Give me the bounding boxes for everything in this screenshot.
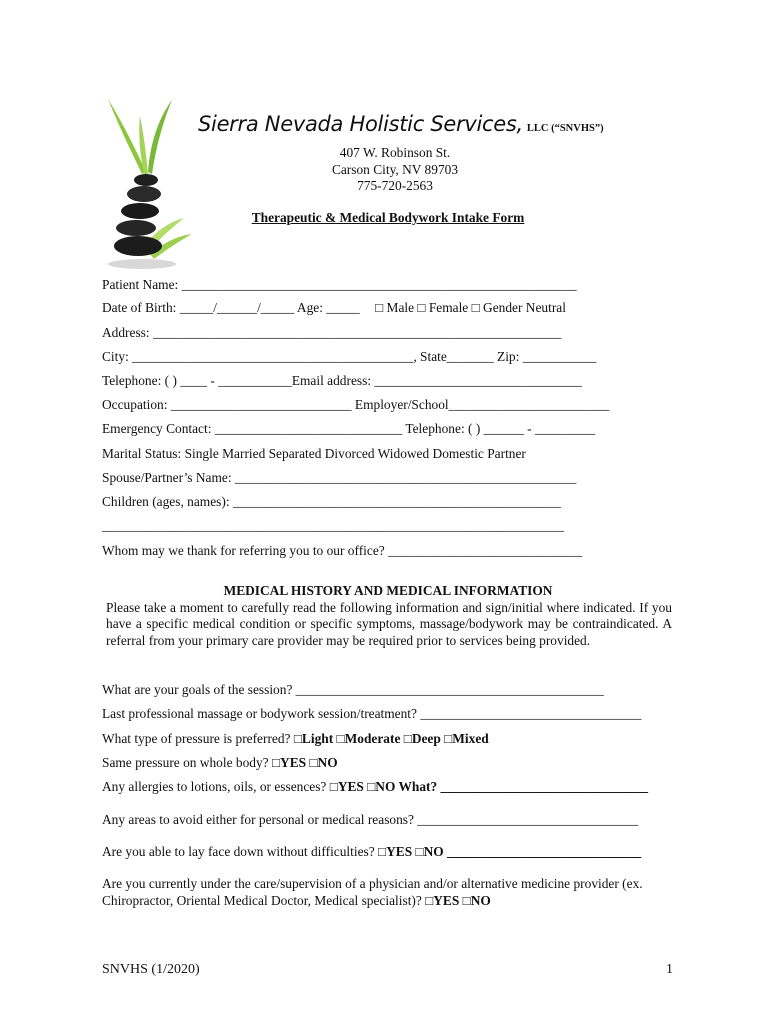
face-down-options[interactable]: □YES □NO _____________________________ — [378, 844, 642, 859]
spouse-name-field[interactable]: Spouse/Partner’s Name: ___________________________________________________ — [102, 470, 577, 485]
pressure-options[interactable]: □Light □Moderate □Deep □Mixed — [293, 731, 489, 746]
dob-age-field[interactable] — [102, 300, 566, 316]
occupation-field[interactable]: Occupation: ___________________________ Employer/School________________________ — [102, 397, 610, 412]
care-options[interactable]: □YES □NO — [425, 893, 491, 908]
pressure-label: What type of pressure is preferred? — [102, 731, 294, 746]
pressure-question[interactable] — [102, 731, 489, 747]
gender-options[interactable]: □ Male □ Female □ Gender Neutral — [375, 300, 566, 315]
city-field[interactable]: City: __________________________________________, State_______ Zip: ___________ — [102, 349, 597, 364]
stone-icon — [134, 174, 158, 186]
telephone-email-field[interactable]: Telephone: ( ) ____ - ___________Email address: _______________________________ — [102, 373, 582, 388]
children-field-continued[interactable]: _____________________________________________________________________ — [102, 518, 564, 533]
page-number: 1 — [666, 962, 673, 977]
goals-field[interactable]: What are your goals of the session? ______________________________________________ — [102, 682, 604, 697]
allergies-options[interactable]: □YES □NO What? _______________________________ — [329, 779, 649, 794]
bamboo-leaf-icon — [148, 100, 172, 174]
care-label: Chiropractor, Oriental Medical Doctor, Medical specialist)? — [102, 893, 426, 908]
stone-icon — [121, 203, 159, 219]
face-down-question[interactable] — [102, 844, 641, 860]
phone: 775-720-2563 — [357, 178, 433, 193]
last-session-field[interactable]: Last professional massage or bodywork session/treatment? _________________________________ — [102, 706, 642, 721]
city-state: Carson City, NV 89703 — [331, 161, 459, 177]
patient-name-field[interactable]: Patient Name: ___________________________________________________________ — [102, 277, 577, 292]
marital-status-field[interactable]: Marital Status: Single Married Separated Divorced Widowed Domestic Partner — [102, 446, 526, 461]
allergies-question[interactable] — [102, 779, 648, 795]
stone-icon — [127, 186, 161, 202]
referral-field[interactable]: Whom may we thank for referring you to our office? _____________________________ — [102, 543, 583, 558]
address-field[interactable]: Address: _____________________________________________________________ — [102, 325, 562, 340]
children-field[interactable]: Children (ages, names): _________________________________________________ — [102, 494, 561, 509]
emergency-contact-field[interactable]: Emergency Contact: ____________________________ Telephone: ( ) ______ - _________ — [102, 421, 596, 436]
org-suffix: LLC (“SNVHS”) — [526, 123, 604, 134]
org-title — [198, 112, 604, 136]
same-pressure-question[interactable] — [102, 755, 338, 771]
same-pressure-options[interactable]: □YES □NO — [271, 755, 338, 770]
stones-logo — [100, 94, 195, 274]
same-pressure-label: Same pressure on whole body? — [102, 755, 272, 770]
street: 407 W. Robinson St. — [339, 145, 451, 160]
dob-label[interactable]: Date of Birth: _____/______/_____ Age: _____ — [102, 300, 360, 315]
medical-intro: Please take a moment to carefully read the following information and sign/initial where indicated. If you have a specific medical condition or specific symptoms, massage/bodywork may be contraindicated. A referral from your primary care provider may be required prior to services being provided. — [106, 600, 672, 648]
face-down-label: Are you able to lay face down without difficulties? — [102, 844, 379, 859]
stone-shadow — [108, 259, 176, 269]
org-address — [270, 145, 520, 195]
stone-icon — [114, 236, 162, 256]
avoid-areas-field[interactable]: Any areas to avoid either for personal or medical reasons? _________________________________ — [102, 812, 639, 827]
footer-revision: SNVHS (1/2020) — [102, 962, 200, 977]
medical-heading: MEDICAL HISTORY AND MEDICAL INFORMATION — [223, 583, 553, 598]
form-title: Therapeutic & Medical Bodywork Intake Form — [251, 210, 525, 225]
stone-icon — [116, 220, 156, 236]
org-name: Sierra Nevada Holistic Services, — [198, 112, 523, 136]
allergies-label: Any allergies to lotions, oils, or essences? — [102, 779, 330, 794]
care-question-line1: Are you currently under the care/supervision of a physician and/or alternative medicine provider (ex. — [102, 876, 643, 891]
care-question-line2[interactable] — [102, 893, 491, 909]
